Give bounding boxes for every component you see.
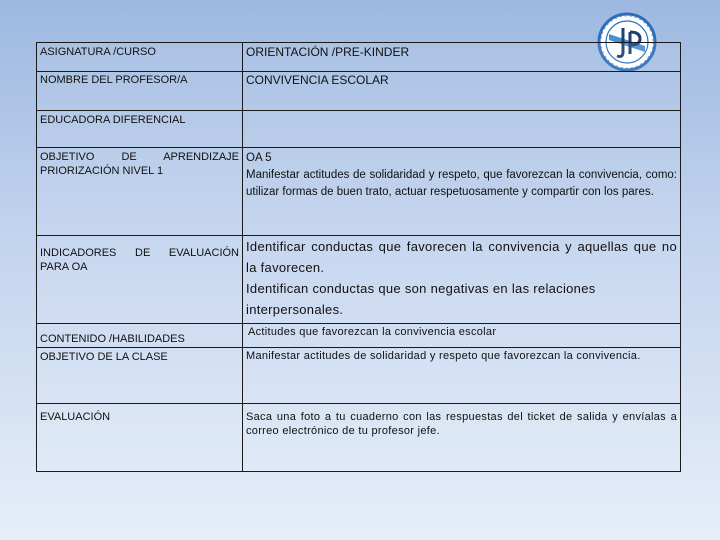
educadora-value (243, 111, 681, 148)
oa-text: Manifestar actitudes de solidaridad y respeto, que favorezcan la convivencia, como: utilizar formas de buen trato, actuar respetuosamente y compartir con los pares. (246, 169, 677, 198)
row-asignatura (37, 43, 681, 72)
row-profesor (37, 72, 681, 111)
asignatura-value: ORIENTACIÓN /PRE-KINDER (243, 43, 681, 72)
objetivo-aprendizaje-value (243, 148, 681, 236)
profesor-value: CONVIVENCIA ESCOLAR (243, 72, 681, 111)
objetivo-clase-label: OBJETIVO DE LA CLASE (37, 348, 243, 404)
evaluacion-label: EVALUACIÓN (37, 404, 243, 472)
indicador-1: Identificar conductas que favorecen la convivencia y aquellas que no la favorecen. (246, 239, 677, 275)
row-evaluacion (37, 404, 681, 472)
lesson-plan-table (36, 42, 681, 472)
contenido-value: Actitudes que favorezcan la convivencia escolar (243, 324, 681, 348)
profesor-label: NOMBRE DEL PROFESOR/A (37, 72, 243, 111)
educadora-label: EDUCADORA DIFERENCIAL (37, 111, 243, 148)
row-indicadores (37, 236, 681, 324)
row-educadora (37, 111, 681, 148)
row-contenido (37, 324, 681, 348)
indicadores-label (37, 236, 243, 324)
asignatura-label: ASIGNATURA /CURSO (37, 43, 243, 72)
objetivo-aprendizaje-label: OBJETIVO DE APRENDIZAJE PRIORIZACIÓN NIVEL 1 (37, 148, 243, 236)
evaluacion-value: Saca una foto a tu cuaderno con las respuestas del ticket de salida y envíalas a correo electrónico de tu profesor jefe. (243, 404, 681, 472)
indicador-2: Identifican conductas que son negativas en las relaciones interpersonales. (246, 281, 596, 317)
indicadores-label-text: INDICADORES DE EVALUACIÓN PARA OA (40, 247, 239, 273)
objetivo-clase-value: Manifestar actitudes de solidaridad y respeto que favorezcan la convivencia. (243, 348, 681, 404)
row-objetivo-clase (37, 348, 681, 404)
oa-code: OA 5 (246, 152, 272, 164)
indicadores-value (243, 236, 681, 324)
contenido-label: CONTENIDO /HABILIDADES (37, 324, 243, 348)
row-objetivo-aprendizaje (37, 148, 681, 236)
